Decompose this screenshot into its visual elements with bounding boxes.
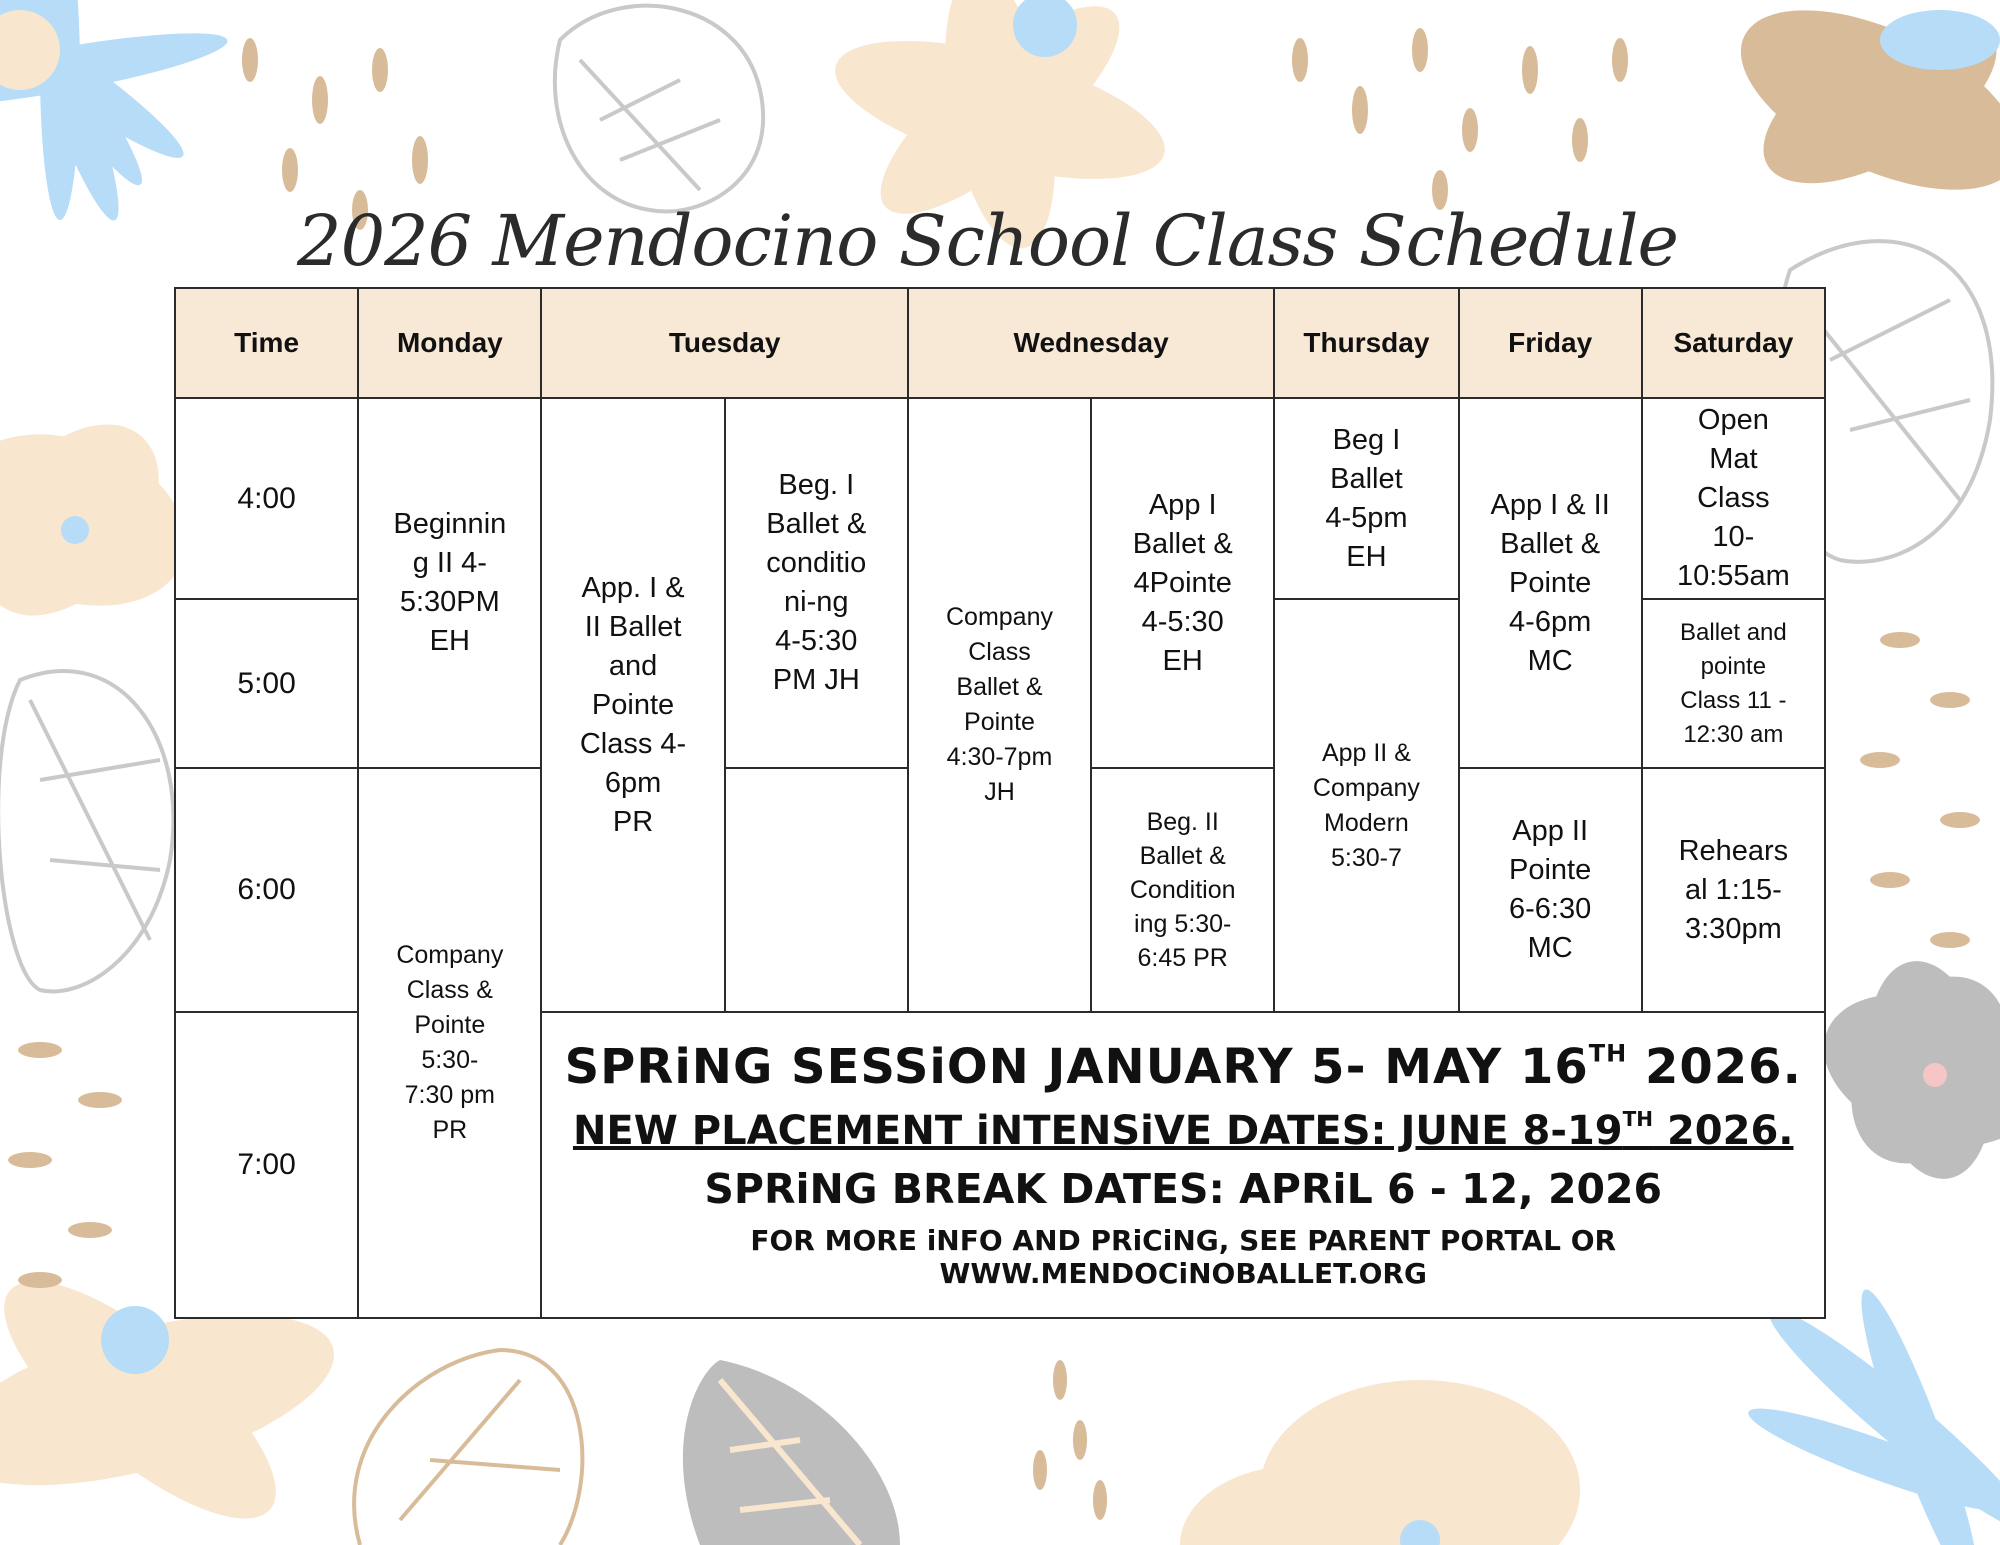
class-fri-app2-pointe: App II Pointe 6-6:30 MC bbox=[1459, 768, 1642, 1012]
class-wed-app1-pointe: App I Ballet & 4Pointe 4-5:30 EH bbox=[1091, 398, 1274, 768]
time-5pm: 5:00 bbox=[175, 599, 358, 768]
placement-intensive-dates: NEW PLACEMENT iNTENSiVE DATES: JUNE 8-19TH 2026. bbox=[572, 1106, 1794, 1154]
header-thursday: Thursday bbox=[1274, 288, 1458, 398]
class-thu-beg1-ballet: Beg I Ballet 4-5pm EH bbox=[1274, 398, 1458, 599]
peach-flower-decoration bbox=[1180, 1380, 1580, 1545]
header-time: Time bbox=[175, 288, 358, 398]
blue-flower-decoration bbox=[1742, 1282, 2000, 1545]
schedule-table bbox=[174, 287, 1826, 1319]
spring-session-dates: SPRiNG SESSiON JANUARY 5- MAY 16TH 2026. bbox=[564, 1039, 1802, 1096]
leaf-outline-decoration bbox=[555, 6, 763, 212]
page-title: 2026 Mendocino School Class Schedule bbox=[297, 200, 1678, 282]
header-monday: Monday bbox=[358, 288, 541, 398]
row-4pm bbox=[175, 398, 1825, 599]
header-wednesday: Wednesday bbox=[908, 288, 1274, 398]
class-wed-company: Company Class Ballet & Pointe 4:30-7pm JH bbox=[908, 398, 1091, 1012]
spring-break-dates: SPRiNG BREAK DATES: APRiL 6 - 12, 2026 bbox=[704, 1164, 1663, 1213]
class-sat-rehearsal: Rehears al 1:15- 3:30pm bbox=[1642, 768, 1825, 1012]
class-mon-beginning-2: Beginnin g II 4- 5:30PM EH bbox=[358, 398, 541, 768]
session-info-box bbox=[541, 1012, 1825, 1318]
class-sat-open-mat: Open Mat Class 10- 10:55am bbox=[1642, 398, 1825, 599]
gray-leaf-decoration bbox=[683, 1360, 900, 1545]
class-fri-app-ballet-pointe: App I & II Ballet & Pointe 4-6pm MC bbox=[1459, 398, 1642, 768]
class-tue-app-ballet-pointe: App. I & II Ballet and Pointe Class 4- 6pm PR bbox=[541, 398, 724, 1012]
header-saturday: Saturday bbox=[1642, 288, 1825, 398]
class-thu-app2-company-modern: App II & Company Modern 5:30-7 bbox=[1274, 599, 1458, 1012]
class-mon-company-pointe: Company Class & Pointe 5:30- 7:30 pm PR bbox=[358, 768, 541, 1318]
time-4pm: 4:00 bbox=[175, 398, 358, 599]
header-tuesday: Tuesday bbox=[541, 288, 907, 398]
leaf-outline-decoration bbox=[354, 1350, 582, 1545]
leaf-outline-decoration bbox=[0, 671, 173, 991]
time-6pm: 6:00 bbox=[175, 768, 358, 1012]
empty-cell bbox=[725, 768, 908, 1012]
class-wed-beg2-conditioning: Beg. II Ballet & Condition ing 5:30- 6:45 PR bbox=[1091, 768, 1274, 1012]
gray-flower-decoration bbox=[1803, 948, 2000, 1191]
tan-flower-decoration bbox=[1714, 0, 2000, 227]
time-7pm: 7:00 bbox=[175, 1012, 358, 1318]
header-friday: Friday bbox=[1459, 288, 1642, 398]
header-row bbox=[175, 288, 1825, 398]
class-tue-beg1-conditioning: Beg. I Ballet & conditio ni-ng 4-5:30 PM JH bbox=[725, 398, 908, 768]
class-sat-ballet-pointe: Ballet and pointe Class 11 - 12:30 am bbox=[1642, 599, 1825, 768]
blue-flower-decoration bbox=[0, 0, 231, 228]
more-info-text: FOR MORE iNFO AND PRiCiNG, SEE PARENT PORTAL OR WWW.MENDOCiNOBALLET.ORG bbox=[750, 1223, 1617, 1291]
